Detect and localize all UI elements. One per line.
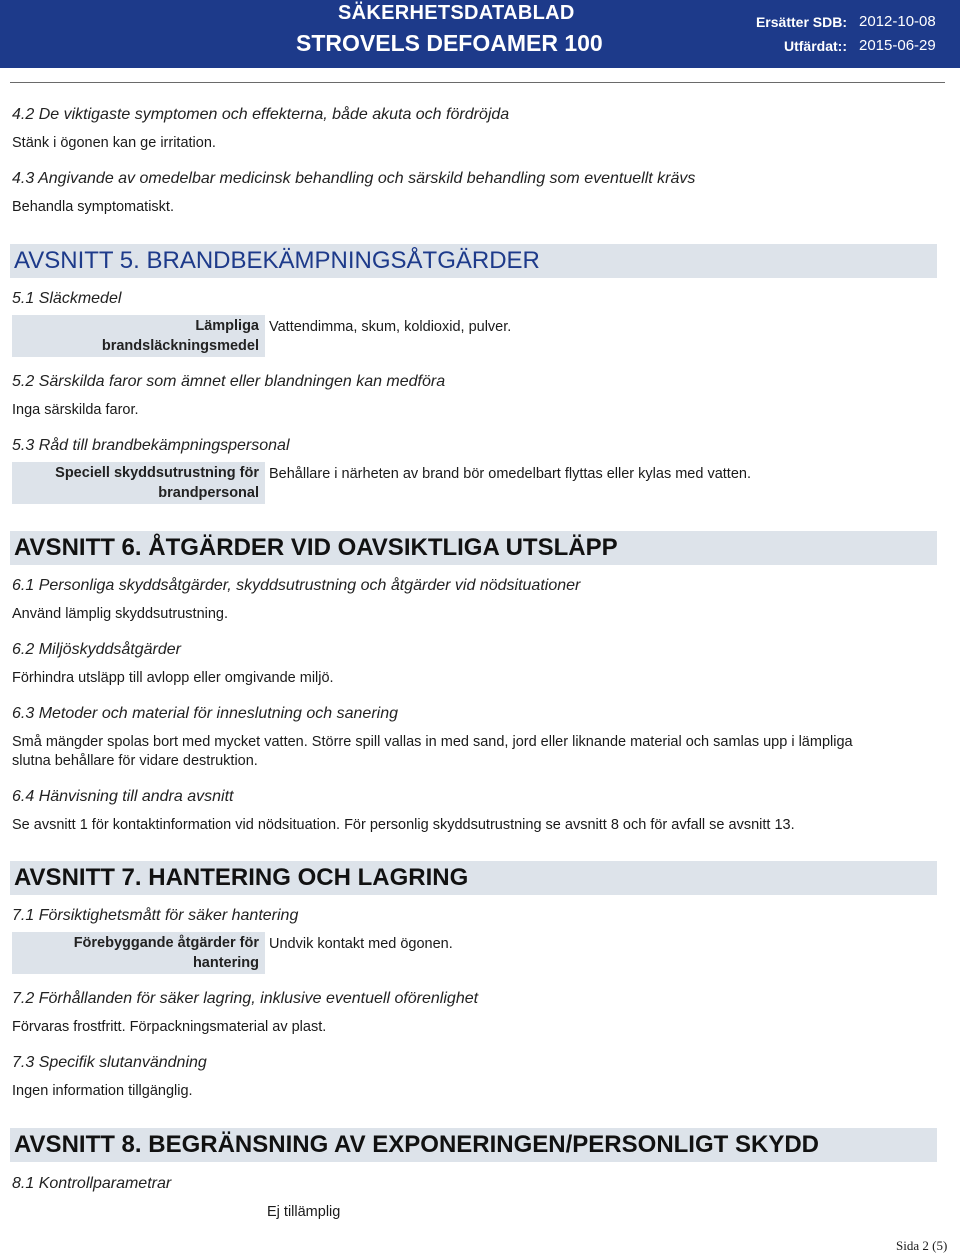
extinguishing-media-label-line1: Lämpliga [195, 318, 259, 334]
firefighter-equipment-label-line2: brandpersonal [158, 485, 259, 501]
firefighter-equipment-value: Behållare i närheten av brand bör omedelbart flyttas eller kylas med vatten. [269, 466, 751, 482]
extinguishing-media-value: Vattendimma, skum, koldioxid, pulver. [269, 319, 512, 335]
handling-measures-label-line2: hantering [192, 955, 259, 971]
handling-measures-label-line1: Förebyggande åtgärder för [73, 935, 259, 951]
subsection-7-3-heading: 7.3 Specifik slutanvändning [12, 1054, 207, 1071]
product-name: STROVELS DEFOAMER 100 [296, 30, 603, 56]
subsection-7-3-text: Ingen information tillgänglig. [12, 1083, 193, 1099]
extinguishing-media-label-line2: brandsläckningsmedel [101, 338, 259, 354]
subsection-6-3-heading: 6.3 Metoder och material för inneslutning och sanering [12, 705, 398, 722]
document-header [0, 0, 960, 68]
subsection-4-3-text: Behandla symptomatiskt. [12, 199, 174, 215]
section-5-heading: AVSNITT 5. BRANDBEKÄMPNINGSÅTGÄRDER [10, 244, 937, 278]
firefighter-equipment-label [12, 462, 265, 504]
subsection-6-3-text-line1: Små mängder spolas bort med mycket vatten. Större spill vallas in med sand, jord eller liknande material och samlas upp i lämpliga [12, 734, 853, 750]
subsection-6-1-heading: 6.1 Personliga skyddsåtgärder, skyddsutrustning och åtgärder vid nödsituationer [12, 577, 581, 594]
issued-date: 2015-06-29 [859, 37, 936, 54]
section-6-heading: AVSNITT 6. ÅTGÄRDER VID OAVSIKTLIGA UTSLÄPP [10, 531, 937, 565]
handling-measures-value: Undvik kontakt med ögonen. [269, 936, 453, 952]
subsection-6-4-heading: 6.4 Hänvisning till andra avsnitt [12, 788, 234, 805]
firefighter-equipment-label-line1: Speciell skyddsutrustning för [55, 465, 259, 481]
subsection-6-1-text: Använd lämplig skyddsutrustning. [12, 606, 229, 622]
subsection-6-4-text: Se avsnitt 1 för kontaktinformation vid nödsituation. För personlig skyddsutrustning se avsnitt 8 och för avfall se avsnitt 13. [12, 817, 795, 833]
subsection-5-2-text: Inga särskilda faror. [12, 402, 139, 418]
subsection-6-2-text: Förhindra utsläpp till avlopp eller omgivande miljö. [12, 670, 334, 686]
section-8-heading: AVSNITT 8. BEGRÄNSNING AV EXPONERINGEN/PERSONLIGT SKYDD [10, 1128, 937, 1162]
subsection-6-2-heading: 6.2 Miljöskyddsåtgärder [12, 641, 181, 658]
subsection-5-2-heading: 5.2 Särskilda faror som ämnet eller blandningen kan medföra [12, 373, 446, 390]
subsection-4-2-text: Stänk i ögonen kan ge irritation. [12, 135, 216, 151]
subsection-5-3-heading: 5.3 Råd till brandbekämpningspersonal [12, 437, 290, 454]
issued-label: Utfärdat:: [784, 38, 847, 54]
subsection-7-2-text: Förvaras frostfritt. Förpackningsmaterial av plast. [12, 1019, 327, 1035]
replaces-label: Ersätter SDB: [755, 14, 847, 30]
replaces-date: 2012-10-08 [859, 13, 936, 30]
subsection-4-2-heading: 4.2 De viktigaste symptomen och effekterna, både akuta och fördröjda [12, 106, 510, 123]
subsection-4-3-heading: 4.3 Angivande av omedelbar medicinsk behandling och särskild behandling som eventuellt krävs [12, 170, 696, 187]
subsection-7-1-heading: 7.1 Försiktighetsmått för säker hantering [12, 907, 299, 924]
subsection-8-1-heading: 8.1 Kontrollparametrar [12, 1175, 172, 1192]
control-parameters-value: Ej tillämplig [267, 1204, 341, 1220]
subsection-7-2-heading: 7.2 Förhållanden för säker lagring, inklusive eventuell oförenlighet [12, 990, 479, 1007]
section-7-heading: AVSNITT 7. HANTERING OCH LAGRING [10, 861, 937, 895]
extinguishing-media-label [12, 315, 265, 357]
document-title: SÄKERHETSDATABLAD [338, 2, 575, 24]
header-divider [10, 82, 945, 83]
subsection-6-3-text-line2: slutna behållare för vidare destruktion. [12, 753, 258, 769]
page-number: Sida 2 (5) [896, 1238, 948, 1253]
handling-measures-label [12, 932, 265, 974]
subsection-5-1-heading: 5.1 Släckmedel [12, 290, 122, 307]
